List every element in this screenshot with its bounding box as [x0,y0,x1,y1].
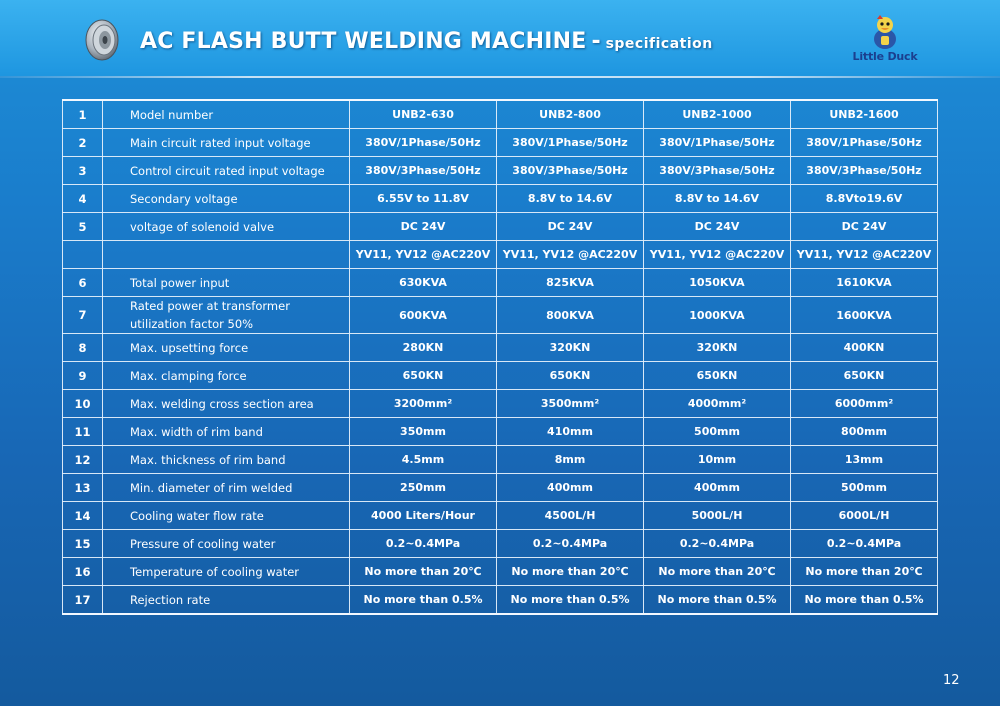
spec-item-label: Cooling water flow rate [103,502,350,530]
spec-value: 630KVA [350,269,497,297]
spec-value: 1050KVA [644,269,791,297]
spec-value: 0.2~0.4MPa [350,530,497,558]
spec-value: 0.2~0.4MPa [791,530,938,558]
spec-value: No more than 0.5% [350,586,497,615]
spec-value: 650KN [497,362,644,390]
spec-value: 0.2~0.4MPa [644,530,791,558]
spec-value: 350mm [350,418,497,446]
spec-value: 8.8V to 14.6V [644,185,791,213]
spec-value: 650KN [791,362,938,390]
spec-value: 650KN [350,362,497,390]
spec-item-label: voltage of solenoid valve [103,213,350,241]
spec-value: DC 24V [497,213,644,241]
spec-item-label: Rated power at transformer utilization factor 50% [103,297,350,334]
header-divider [0,76,1000,78]
spec-value: No more than 20℃ [350,558,497,586]
spec-item-label: Main circuit rated input voltage [103,129,350,157]
spec-value: 800KVA [497,297,644,334]
spec-value: No more than 20℃ [644,558,791,586]
spec-value: 8mm [497,446,644,474]
spec-item-label: Total power input [103,269,350,297]
table-row [63,474,938,502]
spec-value: 5000L/H [644,502,791,530]
row-number: 12 [63,446,103,474]
spec-value: DC 24V [791,213,938,241]
row-number: 14 [63,502,103,530]
spec-value: 1600KVA [791,297,938,334]
spec-value: 250mm [350,474,497,502]
spec-value: 4000mm² [644,390,791,418]
title-subtitle: specification [605,36,713,52]
spec-value: UNB2-800 [497,100,644,129]
row-number: 3 [63,157,103,185]
duck-mascot-icon [868,14,902,50]
spec-item-label: Max. width of rim band [103,418,350,446]
table-row [63,390,938,418]
page-number: 12 [943,673,960,688]
spec-value: 8.8V to 14.6V [497,185,644,213]
table-row [63,362,938,390]
spec-value: No more than 20℃ [791,558,938,586]
table-row [63,129,938,157]
spec-value: No more than 0.5% [791,586,938,615]
title-main: AC FLASH BUTT WELDING MACHINE [140,29,587,54]
wheel-rim-icon [80,18,124,62]
table-row [63,446,938,474]
spec-value: 410mm [497,418,644,446]
row-number: 5 [63,213,103,241]
spec-value: UNB2-1600 [791,100,938,129]
spec-item-label: Max. thickness of rim band [103,446,350,474]
spec-value: 4500L/H [497,502,644,530]
spec-value: 0.2~0.4MPa [497,530,644,558]
spec-value: UNB2-1000 [644,100,791,129]
table-row [63,558,938,586]
table-row [63,241,938,269]
spec-value: 320KN [644,334,791,362]
row-number: 7 [63,297,103,334]
table-row [63,269,938,297]
table-row [63,334,938,362]
table-row [63,586,938,615]
spec-item-label: Max. clamping force [103,362,350,390]
spec-item-label: Rejection rate [103,586,350,615]
spec-value: 6000L/H [791,502,938,530]
specification-table [62,99,938,615]
spec-value: 4000 Liters/Hour [350,502,497,530]
row-number: 13 [63,474,103,502]
brand-logo [846,14,924,66]
table-row [63,530,938,558]
spec-value: 280KN [350,334,497,362]
spec-value: 1000KVA [644,297,791,334]
spec-value: 380V/1Phase/50Hz [350,129,497,157]
spec-value: YV11, YV12 @AC220V [791,241,938,269]
spec-item-label: Pressure of cooling water [103,530,350,558]
spec-item-label: Temperature of cooling water [103,558,350,586]
row-number: 8 [63,334,103,362]
spec-value: 380V/3Phase/50Hz [350,157,497,185]
spec-value: 500mm [644,418,791,446]
spec-item-label [103,241,350,269]
spec-value: UNB2-630 [350,100,497,129]
spec-value: 400KN [791,334,938,362]
spec-item-label: Max. welding cross section area [103,390,350,418]
spec-value: 380V/3Phase/50Hz [497,157,644,185]
spec-item-label: Secondary voltage [103,185,350,213]
specification-table-body [63,100,938,614]
spec-value: 3500mm² [497,390,644,418]
spec-item-label: Min. diameter of rim welded [103,474,350,502]
spec-value: 380V/3Phase/50Hz [644,157,791,185]
spec-value: 380V/1Phase/50Hz [791,129,938,157]
table-row [63,418,938,446]
spec-value: 6.55V to 11.8V [350,185,497,213]
spec-value: 800mm [791,418,938,446]
spec-value: YV11, YV12 @AC220V [644,241,791,269]
spec-value: 1610KVA [791,269,938,297]
row-number: 11 [63,418,103,446]
spec-value: 320KN [497,334,644,362]
spec-item-label: Max. upsetting force [103,334,350,362]
table-row [63,213,938,241]
row-number [63,241,103,269]
row-number: 17 [63,586,103,615]
spec-value: 4.5mm [350,446,497,474]
spec-value: No more than 0.5% [644,586,791,615]
table-row [63,100,938,129]
page-title [140,29,713,54]
table-row [63,157,938,185]
row-number: 9 [63,362,103,390]
spec-value: 380V/1Phase/50Hz [497,129,644,157]
spec-value: 600KVA [350,297,497,334]
row-number: 1 [63,100,103,129]
spec-value: 10mm [644,446,791,474]
spec-value: 8.8Vto19.6V [791,185,938,213]
table-row [63,185,938,213]
spec-value: No more than 0.5% [497,586,644,615]
spec-item-label: Model number [103,100,350,129]
row-number: 2 [63,129,103,157]
row-number: 15 [63,530,103,558]
spec-value: DC 24V [350,213,497,241]
row-number: 10 [63,390,103,418]
row-number: 6 [63,269,103,297]
spec-value: YV11, YV12 @AC220V [497,241,644,269]
spec-value: No more than 20℃ [497,558,644,586]
spec-value: YV11, YV12 @AC220V [350,241,497,269]
spec-value: 825KVA [497,269,644,297]
spec-value: 400mm [644,474,791,502]
spec-value: 3200mm² [350,390,497,418]
spec-value: 380V/1Phase/50Hz [644,129,791,157]
title-separator: - [591,29,601,54]
table-row [63,502,938,530]
spec-value: 13mm [791,446,938,474]
spec-value: 500mm [791,474,938,502]
spec-item-label: Control circuit rated input voltage [103,157,350,185]
spec-value: 6000mm² [791,390,938,418]
spec-value: DC 24V [644,213,791,241]
spec-value: 380V/3Phase/50Hz [791,157,938,185]
spec-value: 650KN [644,362,791,390]
logo-text: Little Duck [852,50,918,63]
row-number: 16 [63,558,103,586]
spec-value: 400mm [497,474,644,502]
row-number: 4 [63,185,103,213]
table-row [63,297,938,334]
